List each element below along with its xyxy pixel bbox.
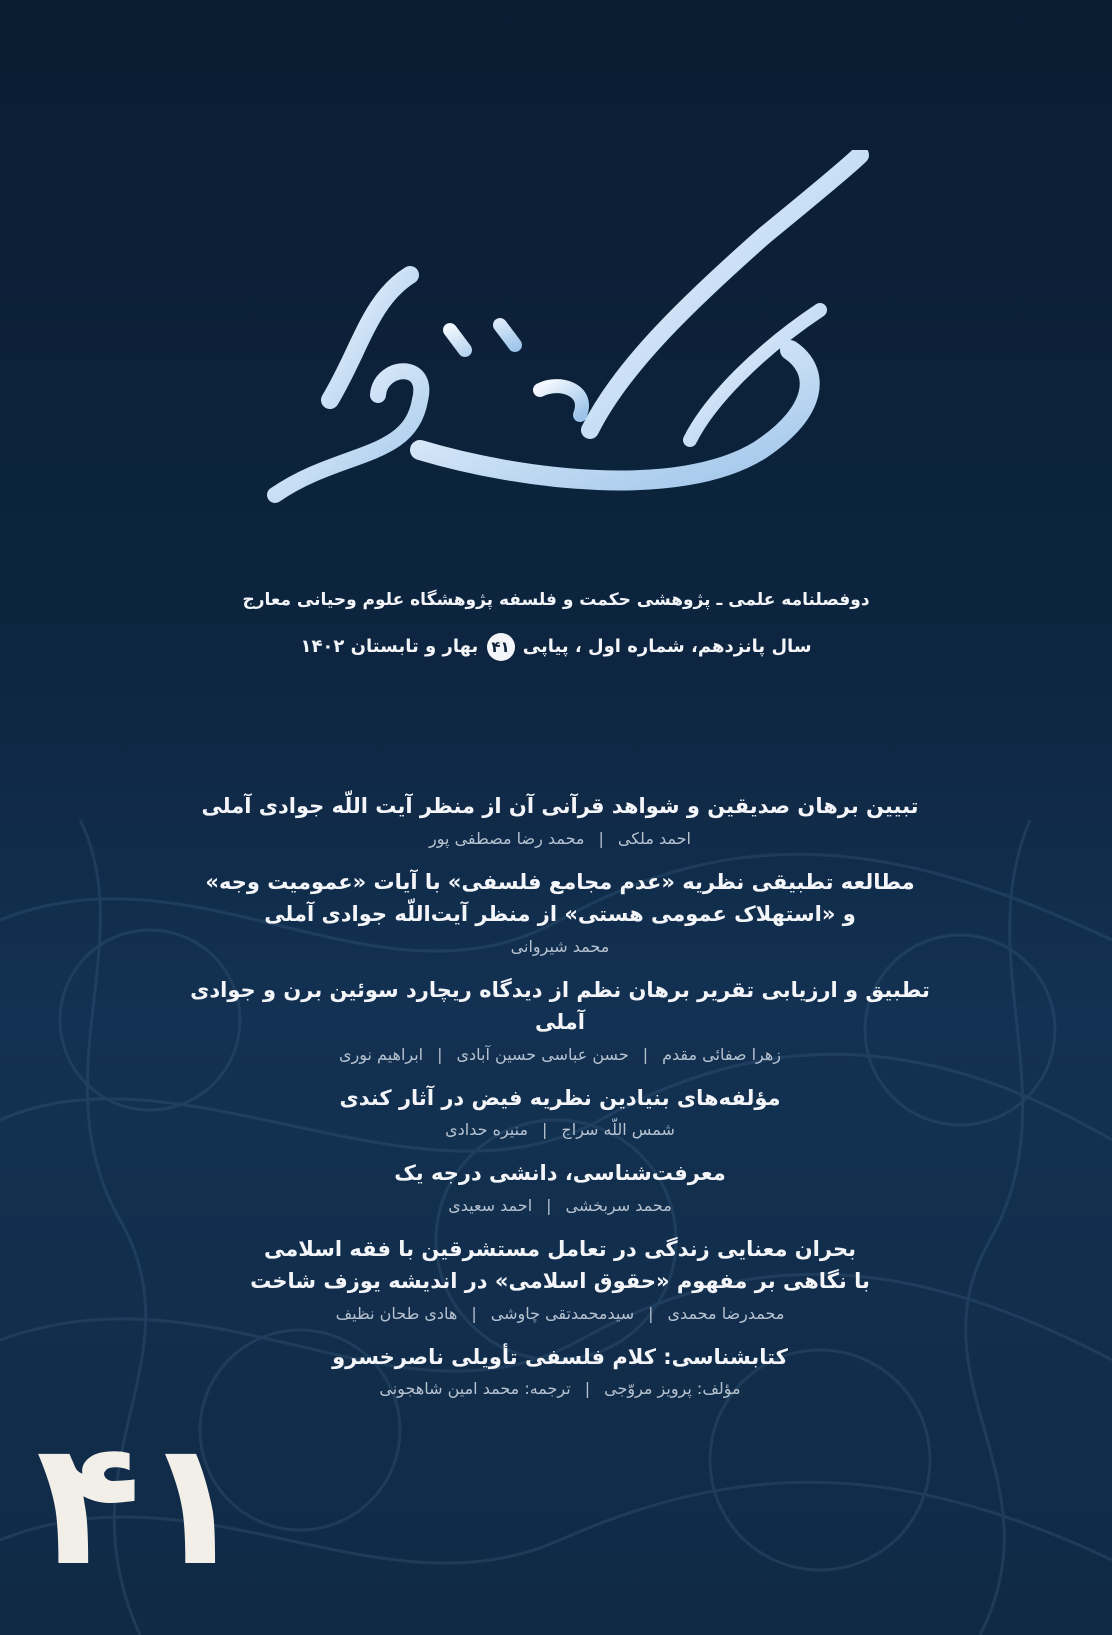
article-title: تبیین برهان صدیقین و شواهد قرآنی آن از منظر آیت اللّه جوادی آملی [201, 794, 919, 818]
author: زهرا صفائی مقدم [662, 1044, 782, 1064]
article-title: کتابشناسی: کلام فلسفی تأویلی ناصرخسرو [332, 1344, 788, 1369]
article-title: معرفت‌شناسی، دانشی درجه یک [394, 1161, 726, 1186]
author: سیدمحمدتقی چاوشی [490, 1303, 635, 1323]
issue-info [0, 633, 1112, 661]
author: محمد رضا مصطفی پور [429, 828, 585, 848]
article-title: مؤلفه‌های بنیادین نظریه فیض در آثار کندی [339, 1085, 781, 1110]
article-authors: محمد سربخشی|احمد سعیدی [448, 1195, 672, 1215]
article-authors: شمس اللّه سراج|منیره حدادی [445, 1120, 675, 1140]
author: حسن عباسی حسین آبادی [456, 1044, 629, 1064]
journal-logo [260, 150, 900, 550]
article-title-line2: با نگاهی بر مفهوم «حقوق اسلامی» در اندیشه یوزف شاخت [250, 1269, 870, 1294]
author: هادی طحان نظیف [335, 1303, 458, 1323]
author: مؤلف: پرویز مروّجی [604, 1379, 741, 1399]
article-authors: زهرا صفائی مقدم|حسن عباسی حسین آبادی|ابراهیم نوری [338, 1044, 782, 1064]
author: منیره حدادی [445, 1120, 529, 1140]
article-entry [180, 1233, 940, 1323]
author: محمد شیروانی [510, 936, 610, 956]
article-entry [180, 1157, 940, 1215]
issue-number-large: ۴۱ [36, 1403, 246, 1604]
article-entry [180, 1341, 940, 1399]
article-title: بحران معنایی زندگی در تعامل مستشرقین با فقه اسلامی [264, 1236, 856, 1261]
author: احمد ملکی [617, 828, 691, 848]
article-entry [180, 1082, 940, 1140]
author: محمد سربخشی [565, 1195, 672, 1215]
article-title-line2: و «استهلاک عمومی هستی» از منظر آیت‌اللّه جوادی آملی [264, 902, 856, 927]
article-authors [180, 937, 940, 956]
journal-description: دوفصلنامه علمی ـ پژوهشی حکمت و فلسفه پژوهشگاه علوم وحیانی معارج [242, 590, 870, 610]
issue-number-badge: ۴۱ [487, 633, 515, 661]
article-authors: احمد ملکی|محمد رضا مصطفی پور [429, 828, 691, 848]
author: ابراهیم نوری [338, 1044, 424, 1064]
issue-season: بهار و تابستان ۱۴۰۲ [300, 636, 479, 657]
article-authors: مؤلف: پرویز مروّجی|ترجمه: محمد امین شاهجونی [379, 1379, 741, 1399]
author: ترجمه: محمد امین شاهجونی [379, 1379, 571, 1399]
article-title: تطبیق و ارزیابی تقریر برهان نظم از دیدگاه ریچارد سوئین برن و جوادی آملی [190, 977, 930, 1035]
issue-volume: سال پانزدهم، شماره اول ، پیاپی [522, 636, 812, 657]
article-entry [180, 790, 940, 848]
article-entry [180, 974, 940, 1064]
article-entry [180, 866, 940, 956]
author: احمد سعیدی [448, 1195, 533, 1215]
author: محمدرضا محمدی [667, 1303, 785, 1323]
article-authors: محمدرضا محمدی|سیدمحمدتقی چاوشی|هادی طحان نظیف [335, 1303, 785, 1323]
article-title: مطالعه تطبیقی نظریه «عدم مجامع فلسفی» با آیات «عمومیت وجه» [205, 869, 915, 894]
table-of-contents [180, 790, 940, 1416]
author: شمس اللّه سراج [561, 1120, 675, 1140]
